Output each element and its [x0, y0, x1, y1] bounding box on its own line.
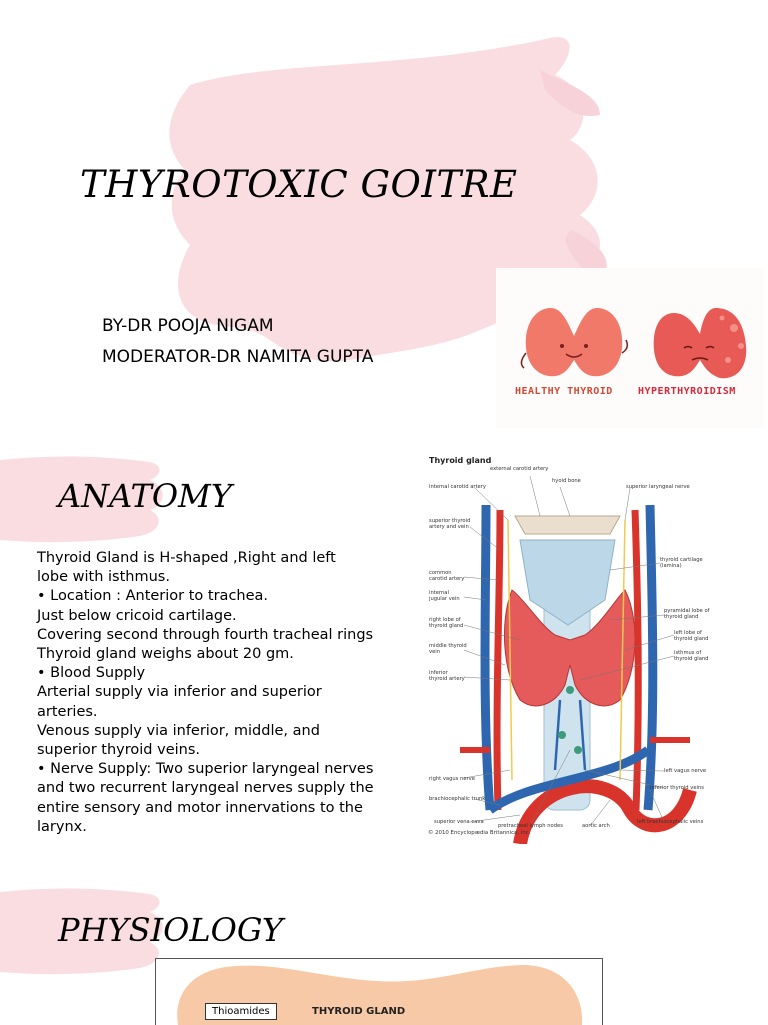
label-left-lobe: left lobe of thyroid gland [674, 630, 709, 642]
moderator-line: MODERATOR-DR NAMITA GUPTA [102, 347, 374, 367]
label-superior-vena-cava: superior vena cava [434, 819, 484, 825]
label-right-lobe: right lobe of thyroid gland [429, 617, 464, 629]
thioamides-box: Thioamides [205, 1003, 277, 1020]
section-title-physiology: PHYSIOLOGY [58, 911, 283, 949]
label-external-carotid: external carotid artery [490, 466, 549, 472]
diagram-copyright: © 2010 Encyclopædia Britannica, Inc. [428, 830, 531, 836]
anatomy-line: and two recurrent laryngeal nerves supply the [37, 780, 374, 797]
diagram-title: Thyroid gland [429, 456, 492, 465]
label-internal-jugular: internal jugular vein [429, 590, 460, 602]
label-inferior-thyroid-veins: inferior thyroid veins [650, 785, 704, 791]
label-brachiocephalic-trunk: brachiocephalic trunk [429, 796, 486, 802]
label-superior-thyroid-artery: superior thyroid artery and vein [429, 518, 471, 530]
hyperthyroidism-caption: HYPERTHYROIDISM [638, 386, 736, 397]
anatomy-line: • Nerve Supply: Two superior laryngeal nerves [37, 761, 374, 778]
thyroid-anatomy-diagram [420, 450, 716, 844]
healthy-thyroid-graphic [521, 308, 627, 376]
label-superior-laryngeal: superior laryngeal nerve [626, 484, 690, 490]
label-pyramidal-lobe: pyramidal lobe of thyroid gland [664, 608, 710, 620]
label-isthmus: isthmus of thyroid gland [674, 650, 709, 662]
section-title-anatomy: ANATOMY [58, 477, 232, 515]
label-middle-thyroid-vein: middle thyroid vein [429, 643, 467, 655]
anatomy-line: larynx. [37, 818, 87, 835]
label-common-carotid: common carotid artery [429, 570, 465, 582]
label-inferior-thyroid-artery: inferior thyroid artery [429, 670, 465, 682]
thyroid-cartoons [496, 268, 764, 428]
anatomy-line: • Blood Supply [37, 665, 146, 682]
presentation-title: THYROTOXIC GOITRE [80, 163, 518, 206]
thyroid-gland-label: THYROID GLAND [312, 1006, 406, 1017]
anatomy-line: Venous supply via inferior, middle, and [37, 722, 320, 739]
label-left-vagus: left vagus nerve [664, 768, 707, 774]
author-line: BY-DR POOJA NIGAM [102, 316, 274, 336]
anatomy-line: entire sensory and motor innervations to the [37, 799, 363, 816]
anatomy-line: Thyroid Gland is H-shaped ,Right and left [37, 550, 336, 566]
hyperthyroid-graphic [654, 308, 747, 378]
label-right-vagus: right vagus nerve [429, 776, 475, 782]
anatomy-line: lobe with isthmus. [37, 569, 170, 586]
label-pretracheal-nodes: pretracheal lymph nodes [498, 823, 563, 829]
healthy-thyroid-caption: HEALTHY THYROID [515, 386, 613, 397]
anatomy-text [37, 549, 417, 837]
thyroid-illustration [496, 268, 764, 428]
label-hyoid: hyoid bone [552, 478, 581, 484]
anatomy-line: • Location : Anterior to trachea. [37, 588, 269, 605]
physiology-diagram [155, 958, 603, 1025]
anatomy-line: superior thyroid veins. [37, 742, 200, 759]
label-internal-carotid: internal carotid artery [429, 484, 486, 490]
label-thyroid-cartilage: thyroid cartilage (lamina) [660, 557, 703, 569]
anatomy-line: arteries. [37, 703, 98, 720]
anatomy-line: Arterial supply via inferior and superior [37, 684, 322, 701]
anatomy-line: Just below cricoid cartilage. [37, 607, 237, 624]
label-left-brachiocephalic: left brachiocephalic veins [637, 819, 704, 825]
anatomy-line: Thyroid gland weighs about 20 gm. [37, 646, 294, 663]
label-aortic-arch: aortic arch [582, 823, 610, 829]
anatomy-line: Covering second through fourth tracheal rings [37, 626, 374, 643]
